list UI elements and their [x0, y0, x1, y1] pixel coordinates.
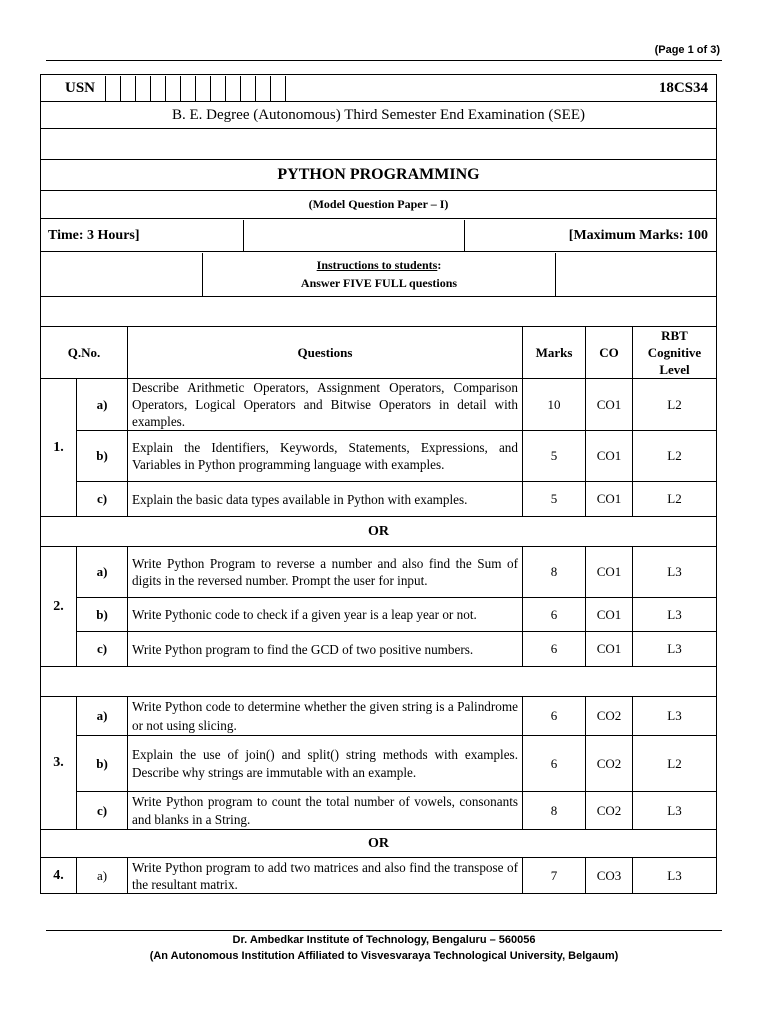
time-marks-row	[41, 219, 717, 252]
question-level: L3	[633, 697, 717, 736]
blank-row	[41, 129, 717, 160]
table-row	[41, 598, 717, 632]
usn-box	[181, 76, 196, 101]
usn-box	[196, 76, 211, 101]
question-co: CO1	[586, 379, 633, 431]
instructions-cell	[203, 253, 556, 296]
question-level: L2	[633, 431, 717, 482]
instructions-title: Instructions to students	[316, 257, 438, 272]
table-row	[41, 431, 717, 482]
question-number: 1.	[41, 379, 77, 517]
part-label: c)	[77, 482, 128, 517]
time-allowed: Time: 3 Hours]	[41, 220, 244, 251]
question-number: 4.	[41, 858, 77, 894]
col-questions: Questions	[128, 327, 523, 379]
question-level: L2	[633, 379, 717, 431]
question-marks: 5	[523, 431, 586, 482]
usn-box	[121, 76, 136, 101]
question-text: Write Python program to count the total number of vowels, consonants and blanks in a String.	[128, 792, 523, 830]
part-label: a)	[77, 379, 128, 431]
usn-box	[151, 76, 166, 101]
question-marks: 8	[523, 792, 586, 830]
table-row	[41, 482, 717, 517]
question-level: L3	[633, 858, 717, 894]
question-co: CO3	[586, 858, 633, 894]
question-text: Write Pythonic code to check if a given year is a leap year or not.	[128, 598, 523, 632]
maximum-marks: [Maximum Marks: 100	[568, 227, 708, 243]
usn-label: USN	[41, 76, 106, 101]
degree-line: B. E. Degree (Autonomous) Third Semester End Examination (SEE)	[41, 102, 717, 129]
usn-boxes	[106, 76, 286, 101]
part-label: a)	[77, 697, 128, 736]
question-number: 3.	[41, 697, 77, 830]
question-marks: 6	[523, 736, 586, 792]
table-row	[41, 736, 717, 792]
header-rule	[46, 60, 722, 61]
instructions-row	[41, 252, 717, 297]
usn-box	[166, 76, 181, 101]
question-number: 2.	[41, 547, 77, 667]
column-header-row	[41, 327, 717, 379]
part-label: b)	[77, 736, 128, 792]
question-paper-table	[40, 74, 717, 894]
footer-institute: Dr. Ambedkar Institute of Technology, Bengaluru – 560056	[232, 934, 536, 946]
part-label: a)	[77, 547, 128, 598]
part-label: b)	[77, 431, 128, 482]
question-text: Write Python code to determine whether the given string is a Palindrome or not using slicing.	[128, 697, 523, 736]
instructions-colon: :	[437, 257, 442, 272]
question-co: CO1	[586, 547, 633, 598]
usn-box	[211, 76, 226, 101]
table-row	[41, 858, 717, 894]
question-level: L3	[633, 792, 717, 830]
usn-row	[41, 75, 717, 102]
footer-rule	[46, 930, 722, 931]
question-marks: 6	[523, 598, 586, 632]
question-level: L3	[633, 632, 717, 667]
table-row	[41, 632, 717, 667]
question-level: L3	[633, 598, 717, 632]
question-co: CO2	[586, 736, 633, 792]
part-label: b)	[77, 598, 128, 632]
col-rbt: RBT Cognitive Level	[633, 327, 717, 379]
col-co: CO	[586, 327, 633, 379]
question-marks: 10	[523, 379, 586, 431]
col-qno: Q.No.	[41, 327, 128, 379]
question-level: L2	[633, 482, 717, 517]
question-marks: 6	[523, 632, 586, 667]
usn-box	[106, 76, 121, 101]
table-row	[41, 379, 717, 431]
usn-box	[271, 76, 286, 101]
question-co: CO1	[586, 431, 633, 482]
usn-box	[226, 76, 241, 101]
footer-affiliation: (An Autonomous Institution Affiliated to Visvesvaraya Technological University, Belgaum)	[149, 950, 619, 962]
question-marks: 6	[523, 697, 586, 736]
question-co: CO2	[586, 792, 633, 830]
time-marks-spacer	[244, 220, 465, 251]
question-marks: 5	[523, 482, 586, 517]
table-row	[41, 697, 717, 736]
instructions-left-cell	[41, 253, 203, 296]
or-separator: OR	[41, 517, 717, 547]
question-text: Explain the basic data types available in Python with examples.	[128, 482, 523, 517]
question-text: Write Python program to find the GCD of two positive numbers.	[128, 632, 523, 667]
part-label: c)	[77, 632, 128, 667]
col-marks: Marks	[523, 327, 586, 379]
table-row	[41, 792, 717, 830]
blank-row	[41, 297, 717, 327]
question-level: L3	[633, 547, 717, 598]
question-text: Write Python Program to reverse a number and also find the Sum of digits in the reversed number. Prompt the user for input.	[128, 547, 523, 598]
question-text: Describe Arithmetic Operators, Assignment Operators, Comparison Operators, Logical Operators and Bitwise Operators in detail with examples.	[128, 379, 523, 431]
usn-box	[256, 76, 271, 101]
question-marks: 7	[523, 858, 586, 894]
question-marks: 8	[523, 547, 586, 598]
part-label: a)	[77, 858, 128, 894]
paper-type: (Model Question Paper – I)	[41, 191, 717, 219]
question-co: CO1	[586, 632, 633, 667]
question-text: Explain the Identifiers, Keywords, Statements, Expressions, and Variables in Python programming language with examples.	[128, 431, 523, 482]
or-separator: OR	[41, 830, 717, 858]
question-text: Write Python program to add two matrices and also find the transpose of the resultant matrix.	[128, 858, 523, 894]
page-number: (Page 1 of 3)	[654, 44, 720, 56]
part-label: c)	[77, 792, 128, 830]
subject-title: PYTHON PROGRAMMING	[41, 160, 717, 191]
question-text: Explain the use of join() and split() string methods with examples. Describe why strings are immutable with an example.	[128, 736, 523, 792]
instructions-text: Answer FIVE FULL questions	[300, 275, 458, 290]
question-co: CO2	[586, 697, 633, 736]
course-code: 18CS34	[658, 79, 708, 96]
question-co: CO1	[586, 482, 633, 517]
instructions-right-cell	[556, 253, 716, 296]
table-row	[41, 547, 717, 598]
blank-row	[41, 667, 717, 697]
usn-box	[136, 76, 151, 101]
question-co: CO1	[586, 598, 633, 632]
usn-box	[241, 76, 256, 101]
question-level: L2	[633, 736, 717, 792]
